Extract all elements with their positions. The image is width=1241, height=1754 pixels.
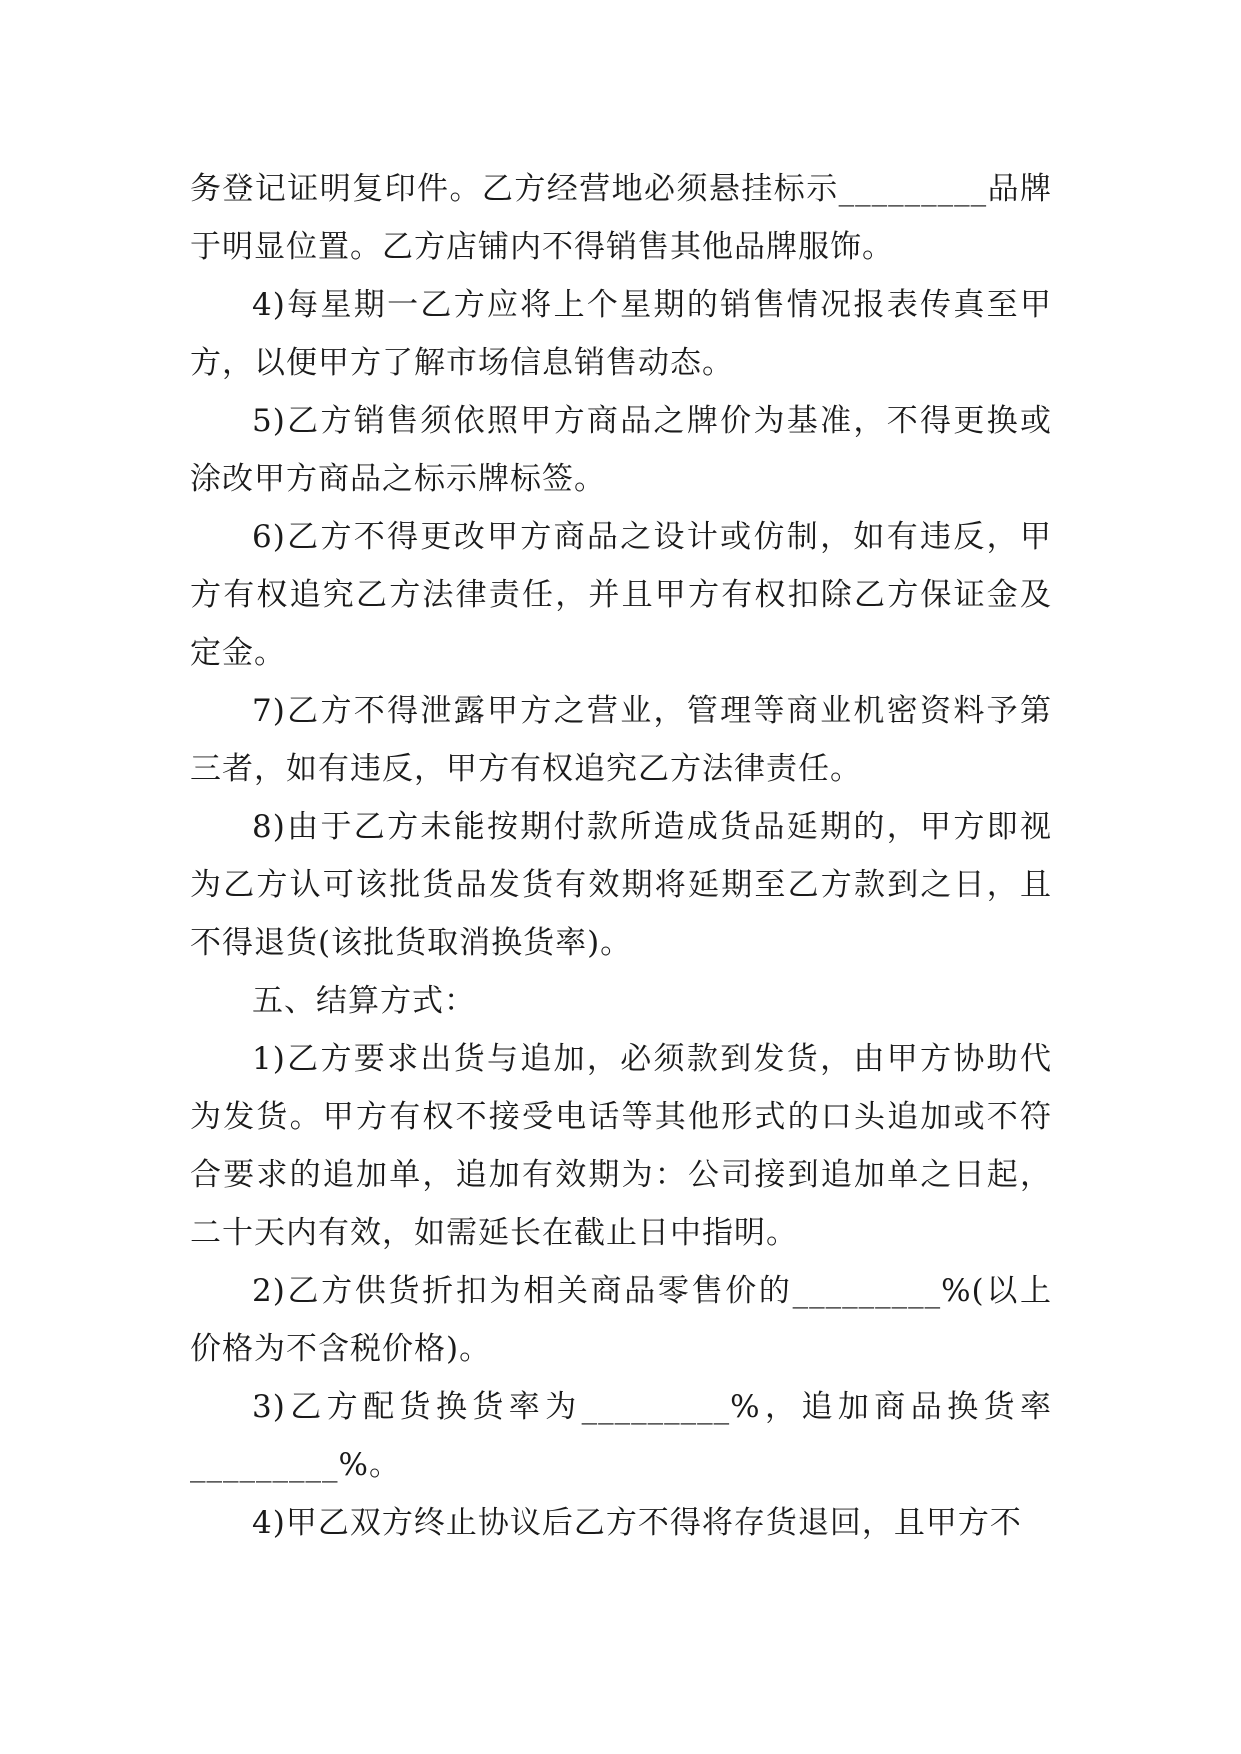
paragraph-settlement-4-termination: 4)甲乙双方终止协议后乙方不得将存货退回，且甲方不 bbox=[252, 1505, 1022, 1541]
paragraph-settlement-1-shipping: 1)乙方要求出货与追加，必须款到发货，由甲方协助代为发货。甲方有权不接受电话等其他形式的口头追加或不符合要求的追加单，追加有效期为：公司接到追加单之日起，二十天内有效，如需延长在截止日中指明。 bbox=[190, 1041, 1052, 1251]
paragraph-clause-8-payment-delay: 8)由于乙方未能按期付款所造成货品延期的，甲方即视为乙方认可该批货品发货有效期将延期至乙方款到之日，且不得退货(该批货取消换货率)。 bbox=[190, 809, 1052, 961]
document-body bbox=[190, 160, 1052, 1552]
paragraph-settlement-2-discount: 2)乙方供货折扣为相关商品零售价的_________%(以上价格为不含税价格)。 bbox=[190, 1273, 1052, 1367]
paragraph-settlement-3-exchange-rate: 3)乙方配货换货率为_________%，追加商品换货率_________%。 bbox=[190, 1389, 1052, 1483]
paragraph-clause-5-price-standard: 5)乙方销售须依照甲方商品之牌价为基准，不得更换或涂改甲方商品之标示牌标签。 bbox=[190, 403, 1052, 497]
paragraph-clause-7-confidentiality: 7)乙方不得泄露甲方之营业，管理等商业机密资料予第三者，如有违反，甲方有权追究乙方法律责任。 bbox=[190, 693, 1052, 787]
section-heading-settlement: 五、结算方式： bbox=[252, 983, 476, 1019]
paragraph-clause-4-weekly-report: 4)每星期一乙方应将上个星期的销售情况报表传真至甲方，以便甲方了解市场信息销售动态。 bbox=[190, 287, 1052, 381]
paragraph-clause-6-design: 6)乙方不得更改甲方商品之设计或仿制，如有违反，甲方有权追究乙方法律责任，并且甲方有权扣除乙方保证金及定金。 bbox=[190, 519, 1052, 671]
paragraph-business-registration: 务登记证明复印件。乙方经营地必须悬挂标示_________品牌于明显位置。乙方店铺内不得销售其他品牌服饰。 bbox=[190, 171, 1052, 265]
